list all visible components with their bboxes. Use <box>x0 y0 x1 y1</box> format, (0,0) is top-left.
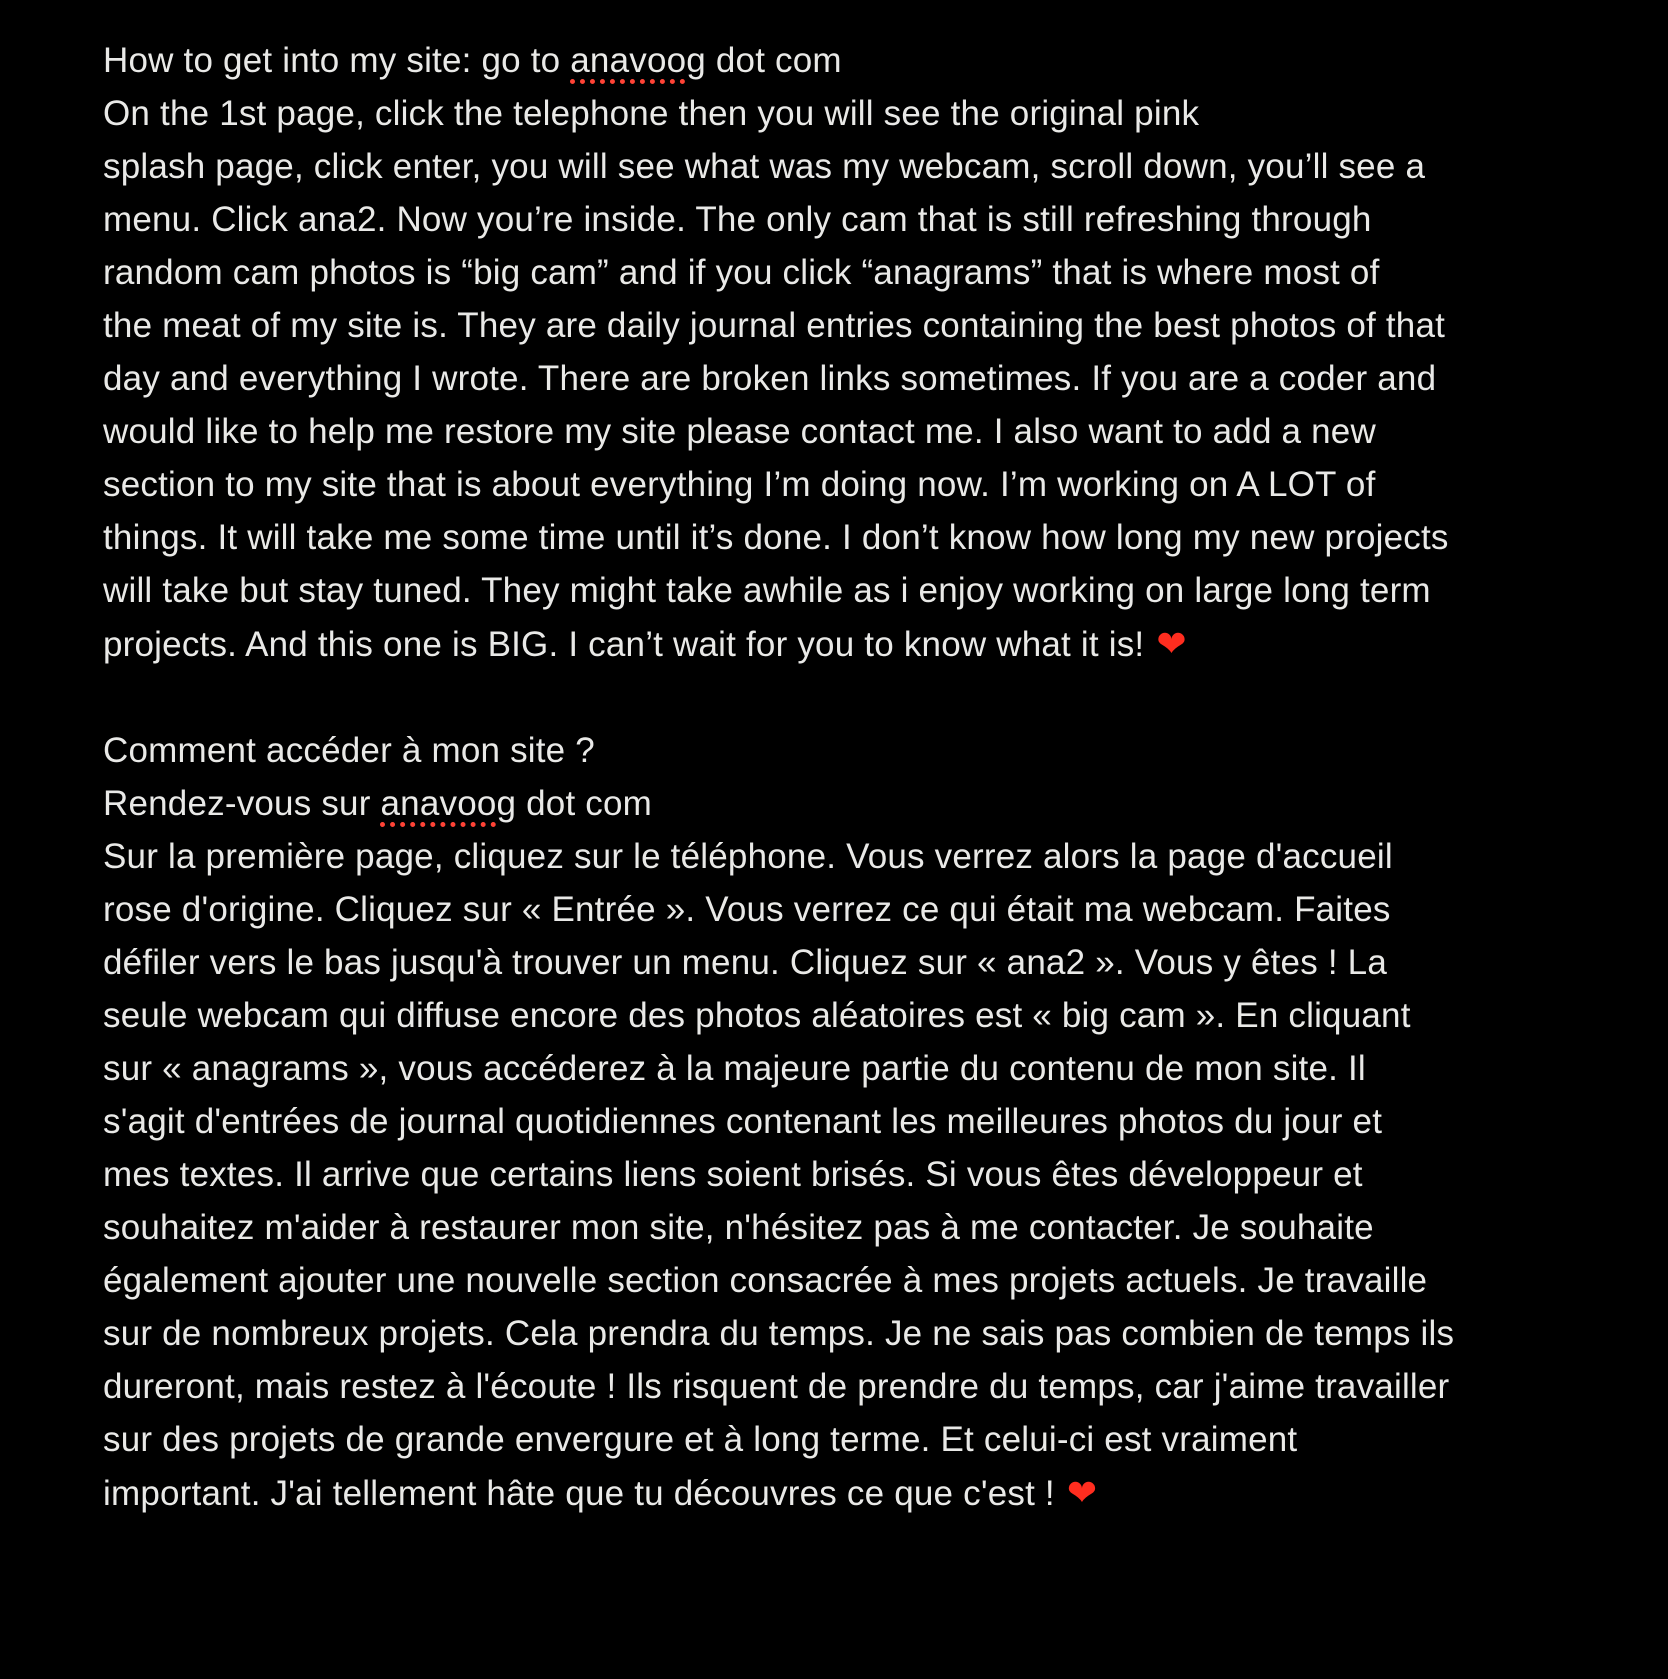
text-line <box>103 1466 1454 1520</box>
text-line: section to my site that is about everything I’m doing now. I’m working on A LOT of <box>103 465 1376 504</box>
text-line: Comment accéder à mon site ? <box>103 731 595 770</box>
text-line: s'agit d'entrées de journal quotidiennes contenant les meilleures photos du jour et <box>103 1102 1383 1141</box>
misspelled-word: anavoog <box>380 784 517 823</box>
text-line: sur des projets de grande envergure et à long terme. Et celui-ci est vraiment <box>103 1420 1298 1459</box>
text-line: rose d'origine. Cliquez sur « Entrée ». Vous verrez ce qui était ma webcam. Faites <box>103 890 1391 929</box>
text-line: mes textes. Il arrive que certains liens soient brisés. Si vous êtes développeur et <box>103 1155 1363 1194</box>
text-segment: How to get into my site: go to <box>103 41 571 80</box>
text-line: would like to help me restore my site please contact me. I also want to add a new <box>103 412 1376 451</box>
text-line: the meat of my site is. They are daily journal entries containing the best photos of that <box>103 306 1446 345</box>
misspelled-word: anavoog <box>570 41 706 80</box>
french-paragraph <box>103 724 1454 1520</box>
text-segment: important. J'ai tellement hâte que tu découvres ce que c'est ! <box>103 1474 1055 1513</box>
text-line: things. It will take me some time until it’s done. I don’t know how long my new projects <box>103 518 1449 557</box>
text-line: menu. Click ana2. Now you’re inside. The only cam that is still refreshing through <box>103 200 1372 239</box>
text-line: sur de nombreux projets. Cela prendra du temps. Je ne sais pas combien de temps ils <box>103 1314 1455 1353</box>
english-paragraph <box>103 34 1454 671</box>
text-line: souhaitez m'aider à restaurer mon site, n'hésitez pas à me contacter. Je souhaite <box>103 1208 1374 1247</box>
text-line: dureront, mais restez à l'écoute ! Ils risquent de prendre du temps, car j'aime travailler <box>103 1367 1450 1406</box>
text-line: splash page, click enter, you will see what was my webcam, scroll down, you’ll see a <box>103 147 1426 186</box>
text-segment: projects. And this one is BIG. I can’t wait for you to know what it is! <box>103 625 1145 664</box>
text-line: sur « anagrams », vous accéderez à la majeure partie du contenu de mon site. Il <box>103 1049 1366 1088</box>
text-line: défiler vers le bas jusqu'à trouver un menu. Cliquez sur « ana2 ». Vous y êtes ! La <box>103 943 1387 982</box>
text-segment: dot com <box>705 41 842 80</box>
text-line <box>103 34 1454 87</box>
text-line: seule webcam qui diffuse encore des photos aléatoires est « big cam ». En cliquant <box>103 996 1411 1035</box>
red-heart-emoji: ❤ <box>1156 623 1187 664</box>
text-segment: dot com <box>516 784 653 823</box>
text-line: will take but stay tuned. They might take awhile as i enjoy working on large long term <box>103 571 1431 610</box>
text-post <box>103 34 1454 1520</box>
text-line: Sur la première page, cliquez sur le téléphone. Vous verrez alors la page d'accueil <box>103 837 1393 876</box>
text-line: day and everything I wrote. There are broken links sometimes. If you are a coder and <box>103 359 1437 398</box>
red-heart-emoji: ❤ <box>1066 1472 1098 1513</box>
text-line: également ajouter une nouvelle section consacrée à mes projets actuels. Je travaille <box>103 1261 1428 1300</box>
text-line: random cam photos is “big cam” and if you click “anagrams” that is where most of <box>103 253 1380 292</box>
text-line <box>103 617 1454 671</box>
text-line <box>103 777 1454 830</box>
text-line: On the 1st page, click the telephone then you will see the original pink <box>103 94 1200 133</box>
text-segment: Rendez-vous sur <box>103 784 381 823</box>
